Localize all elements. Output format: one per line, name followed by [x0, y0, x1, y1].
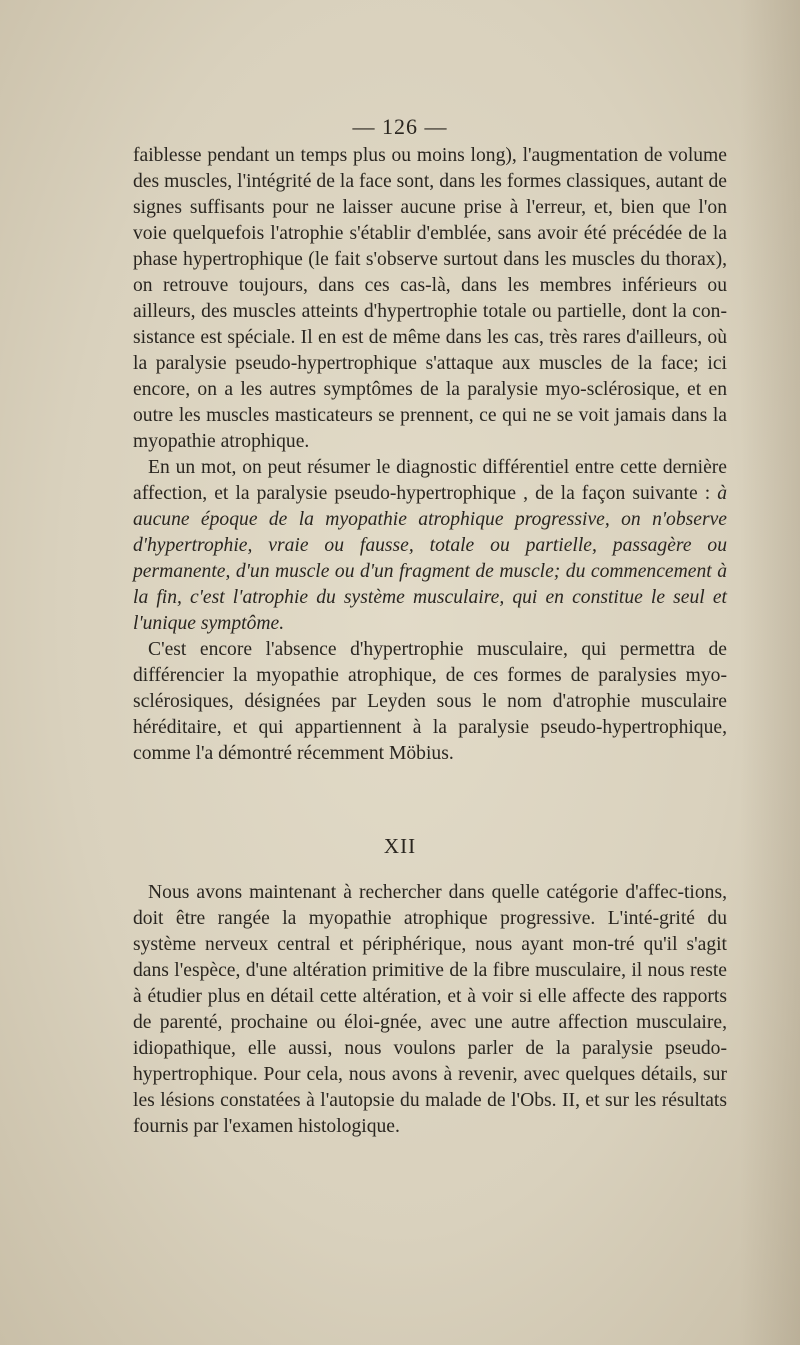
paragraph-summary — [133, 455, 727, 637]
page-edge-shadow — [740, 0, 800, 1345]
paragraph-summary-italic: à aucune époque de la myopathie atrophique progressive, on n'observe d'hypertrophie, vraie ou fausse, totale ou partielle, passagère ou permanente, d'un muscle ou d'un fragment de muscle; du commencement à la fin, c'est l'atrophie du système musculaire, qui en constitue le seul et l'unique symptôme. — [133, 483, 727, 634]
text-block-section-xii — [133, 880, 727, 1140]
paragraph: faiblesse pendant un temps plus ou moins long), l'augmentation de volume des muscles, l'intégrité de la face sont, dans les formes classiques, autant de signes suffisants pour ne laisser aucune prise à l'erreur, et, bien que l'on voie quelquefois l'atrophie s'établir d'emblée, sans avoir été précédée de la phase hypertrophique (le fait s'observe surtout dans les muscles du thorax), on retrouve toujours, dans ces cas-là, dans les membres inférieurs ou ailleurs, des muscles atteints d'hypertrophie totale ou partielle, dont la con-sistance est spéciale. Il en est de même dans les cas, très rares d'ailleurs, où la paralysie pseudo-hypertrophique s'attaque aux muscles de la face; ici encore, on a les autres symptômes de la paralysie myo-sclérosique, et en outre les muscles masticateurs se prennent, ce qui ne se voit jamais dans la myopathie atrophique. — [133, 145, 727, 452]
section-heading: XII — [383, 834, 417, 858]
text-block-before-section — [133, 143, 727, 767]
paragraph-summary-intro: En un mot, on peut résumer le diagnostic différentiel entre cette dernière affection, et la paralysie pseudo-hypertrophique , de la façon suivante : — [133, 457, 727, 504]
paragraph: C'est encore l'absence d'hypertrophie musculaire, qui permettra de différencier la myopathie atrophique, de ces formes de paralysies myo-sclérosiques, désignées par Leyden sous le nom d'atrophie musculaire héréditaire, et qui appartiennent à la paralysie pseudo-hypertrophique, comme l'a démontré récemment Möbius. — [133, 639, 727, 764]
paragraph: Nous avons maintenant à rechercher dans quelle catégorie d'affec-tions, doit être rangée la myopathie atrophique progressive. L'inté-grité du système nerveux central et périphérique, nous ayant mon-tré qu'il s'agit dans l'espèce, d'une altération primitive de la fibre musculaire, il nous reste à étudier plus en détail cette altération, et à voir si elle affecte des rapports de parenté, prochaine ou éloi-gnée, avec une autre affection musculaire, idiopathique, elle aussi, nous voulons parler de la paralysie pseudo-hypertrophique. Pour cela, nous avons à revenir, avec quelques détails, sur les lésions constatées à l'autopsie du malade de l'Obs. II, et sur les résultats fournis par l'examen histologique. — [133, 882, 727, 1137]
page-number: — 126 — — [352, 114, 448, 139]
